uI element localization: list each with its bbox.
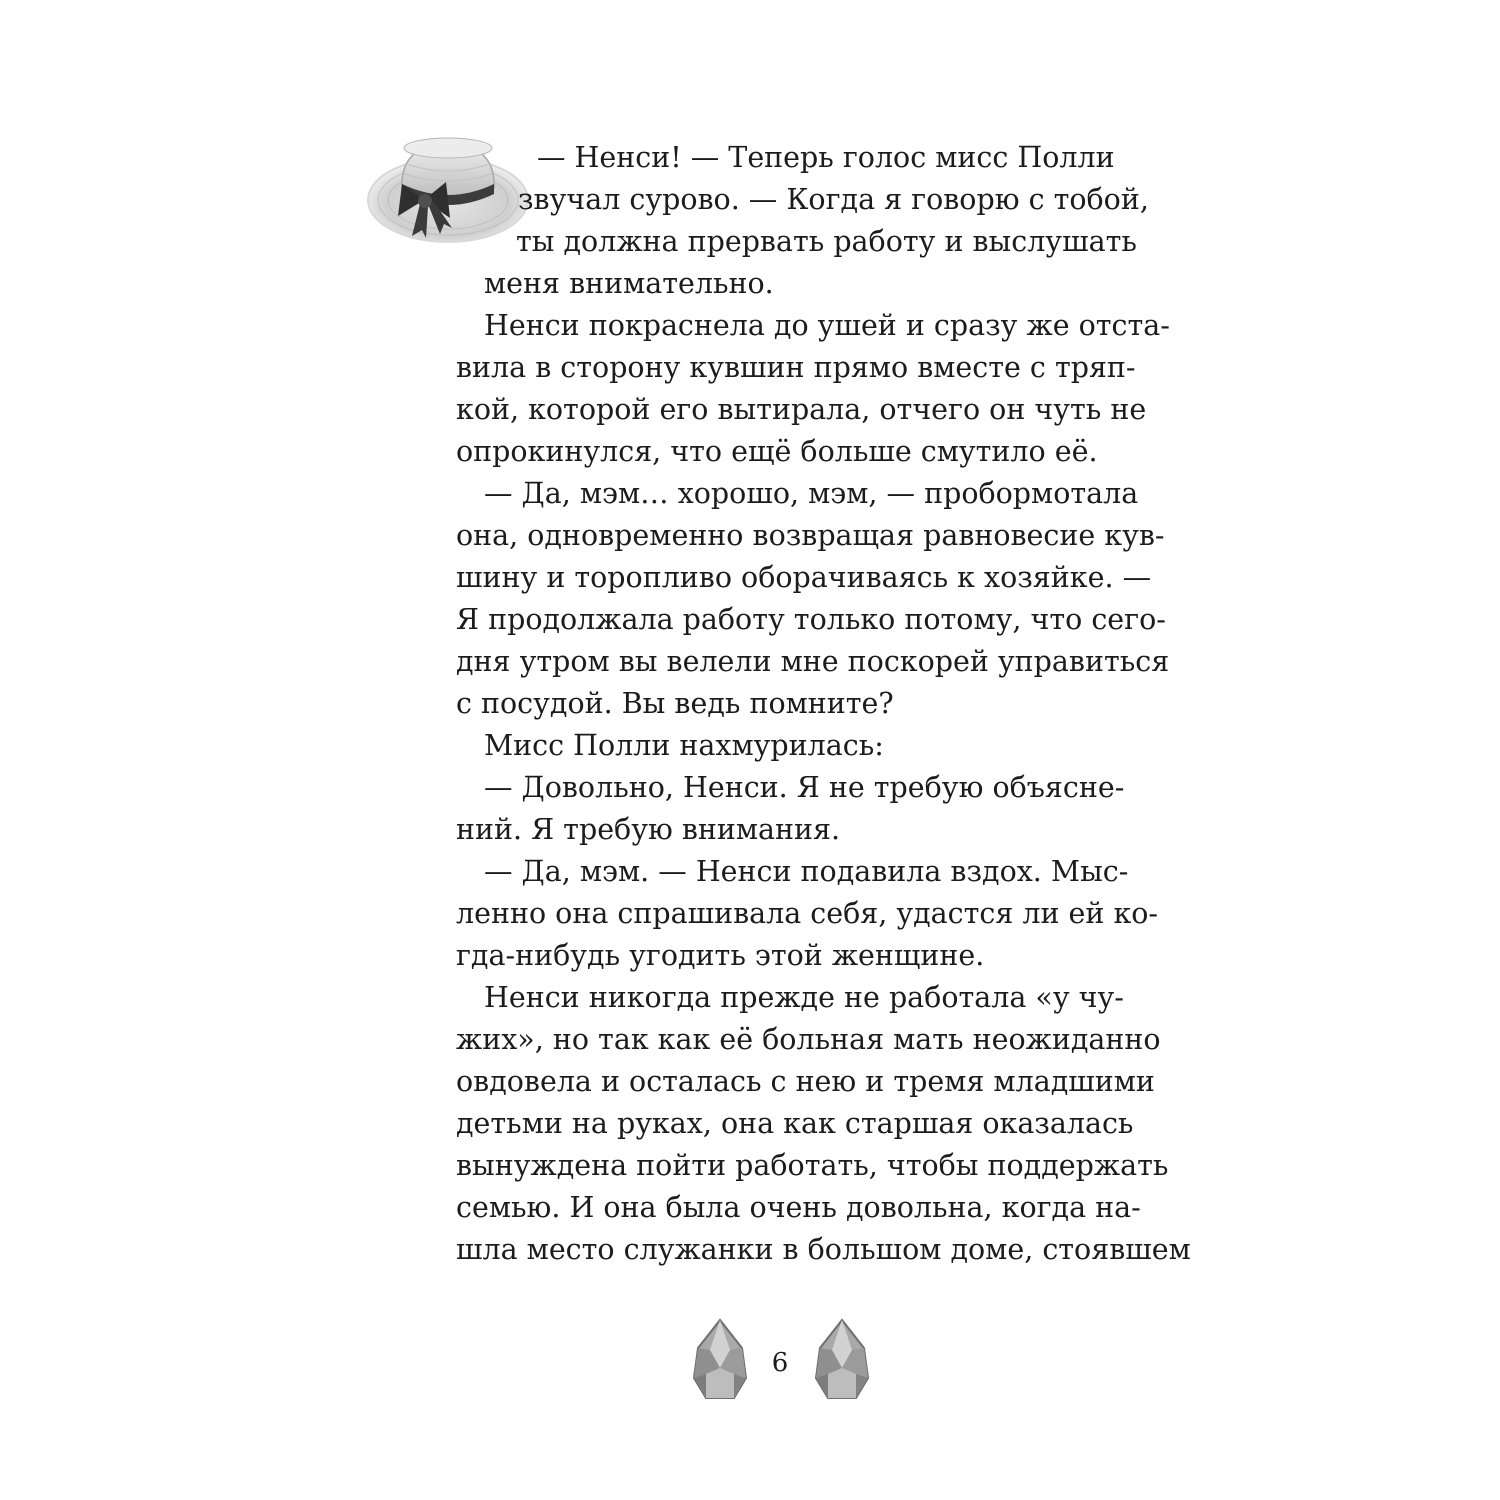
text-line: шину и торопливо оборачиваясь к хозяйке. — bbox=[456, 561, 1152, 594]
text-line: ленно она спрашивала себя, удастся ли ей ко- bbox=[456, 897, 1159, 930]
text-line: она, одновременно возвращая равновесие кув- bbox=[456, 519, 1165, 552]
text-line: звучал сурово. — Когда я говорю с тобой, bbox=[518, 183, 1149, 216]
text-line: — Ненси! — Теперь голос мисс Полли bbox=[537, 141, 1115, 174]
text-line: шла место служанки в большом доме, стоявшем bbox=[456, 1233, 1191, 1266]
text-line: — Довольно, Ненси. Я не требую объясне- bbox=[484, 771, 1125, 804]
text-line: опрокинулся, что ещё больше смутило её. bbox=[456, 435, 1098, 468]
text-line: кой, которой его вытирала, отчего он чуть не bbox=[456, 393, 1147, 426]
text-line: Ненси покраснела до ушей и сразу же отста- bbox=[484, 309, 1170, 342]
text-line: с посудой. Вы ведь помните? bbox=[456, 687, 894, 720]
text-line: жих», но так как её больная мать неожиданно bbox=[456, 1023, 1161, 1056]
text-line: — Да, мэм. — Ненси подавила вздох. Мыс- bbox=[484, 855, 1129, 888]
text-line: — Да, мэм… хорошо, мэм, — пробормотала bbox=[484, 477, 1139, 510]
text-line: меня внимательно. bbox=[484, 267, 774, 300]
text-line: овдовела и осталась с нею и тремя младшими bbox=[456, 1065, 1155, 1098]
gem-icon bbox=[812, 1318, 872, 1406]
straw-hat-icon bbox=[362, 124, 534, 254]
text-line: вила в сторону кувшин прямо вместе с тряп- bbox=[456, 351, 1136, 384]
text-line: Ненси никогда прежде не работала «у чу- bbox=[484, 981, 1124, 1014]
gem-icon bbox=[690, 1318, 750, 1406]
text-line: детьми на руках, она как старшая оказалась bbox=[456, 1107, 1134, 1140]
text-line: Мисс Полли нахмурилась: bbox=[484, 729, 884, 762]
text-line: семью. И она была очень довольна, когда на- bbox=[456, 1191, 1141, 1224]
page-number: 6 bbox=[771, 1348, 789, 1378]
text-line: дня утром вы велели мне поскорей управиться bbox=[456, 645, 1170, 678]
text-line: Я продолжала работу только потому, что сего- bbox=[456, 603, 1166, 636]
text-line: ний. Я требую внимания. bbox=[456, 813, 841, 846]
text-line: гда-нибудь угодить этой женщине. bbox=[456, 939, 985, 972]
text-line: ты должна прервать работу и выслушать bbox=[516, 225, 1137, 258]
text-line: вынуждена пойти работать, чтобы поддержать bbox=[456, 1149, 1169, 1182]
